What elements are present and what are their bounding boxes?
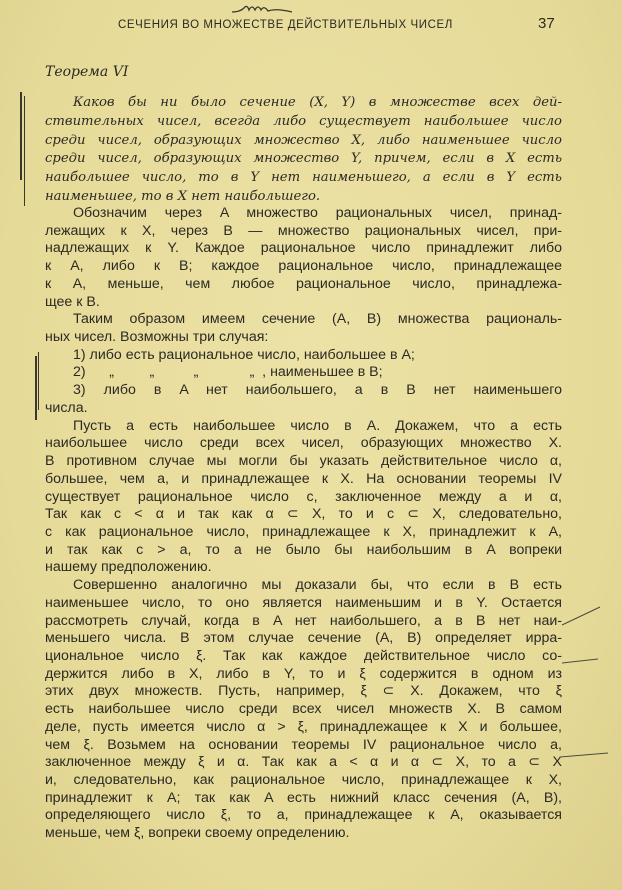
text-line: щее к B. [45,293,100,310]
text-line: чем ξ. Возьмем на основании теоремы IV рациональное число a, [45,736,562,753]
text-line: Обозначим через A множество рациональных чисел, принад- [73,205,562,221]
list-item: 2) „ „ „ „ , наименьшее в B; [73,364,383,381]
text-line: Каков бы ни было сечение (X, Y) в множестве всех дей- [73,95,562,110]
theorem-title: Теорема VI [45,64,129,80]
text-line: В противном случае мы могли бы указать действительное число α, [45,453,562,470]
running-head: СЕЧЕНИЯ ВО МНОЖЕСТВЕ ДЕЙСТВИТЕЛЬНЫХ ЧИСЕЛ [118,19,453,31]
pencil-marks-icon [560,605,610,765]
text-line: рассмотреть случай, когда в A нет наибольшего, а в B нет наи- [45,612,562,629]
text-line: деле, пусть имеется число α > ξ, принадлежащее к X и большее, [45,718,562,735]
text-line: наибольшее число среди всех чисел, образующих множество X. [45,435,562,452]
text-line: ствительных чисел, всегда либо существует наибольшее число [45,113,562,129]
text-line: Совершенно аналогично мы доказали бы, что если в B есть [73,577,562,594]
text-line: среди чисел, образующих множество X, либо наименьшее число [45,132,562,148]
text-line: среди чисел, образующих множество Y, причем, если в X есть [45,151,562,167]
text-line: принадлежит к A; так как A есть нижний класс сечения (A, B), [45,789,562,806]
text-line: есть наибольшее число среди всех чисел множеств X. В самом [45,701,562,718]
text-line: нашему предположению. [45,559,212,576]
text-line: Так как c < α и так как α ⊂ X, то и c ⊂ X, следовательно, [45,506,562,523]
text-line: числа. [45,399,88,416]
text-line: к A, меньше, чем любое рациональное число, принадлежа- [45,275,562,292]
text-line: меньше, чем ξ, вопреки своему определению. [45,825,350,842]
text-line: этих двух множеств. Пусть, например, ξ ⊂ X. Докажем, что ξ [45,683,562,700]
text-line: существует рациональное число c, заключенное между a и α, [45,488,562,505]
margin-mark [38,352,39,410]
text-line: Таким образом имеем сечение (A, B) множества рациональ- [73,311,562,328]
margin-mark [20,92,22,180]
text-line: циональное число ξ. Так как каждое действительное число со- [45,647,562,664]
list-item: 1) либо есть рациональное число, наибольшее в A; [73,346,415,363]
list-item: 3) либо в A нет наибольшего, а в B нет наименьшего [73,382,562,399]
text-line: надлежащих к Y. Каждое рациональное число принадлежит либо [45,240,562,257]
text-line: наименьшее число, то оно является наименьшим и в Y. Остается [45,594,562,611]
text-line: наименьшее, то в X нет наибольшего. [45,188,321,204]
text-line: к A, либо к B; каждое рациональное число, принадлежащее [45,258,562,275]
margin-mark [24,96,25,206]
text-line: и так как c > a, то a не было бы наибольшим в A вопреки [45,541,562,558]
text-line: Пусть a есть наибольшее число в A. Докажем, что a есть [73,417,562,434]
theorem-statement [45,94,562,207]
text-line: лежащих к X, через B — множество рациональных чисел, при- [45,222,562,239]
text-line: c как рациональное число, принадлежащее к X, принадлежит к A, [45,523,562,540]
text-line: заключенное между ξ и α. Так как a < α и α ⊂ X, то a ⊂ X [45,754,562,771]
text-line: определяющего число ξ, то a, принадлежащее к A, оказывается [45,807,562,824]
text-line: держится либо в X, либо в Y, то и ξ содержится в одном из [45,665,562,682]
page-number: 37 [538,15,555,32]
text-line: большее, чем a, и принадлежащее к X. На основании теоремы IV [45,470,562,487]
text-line: меньшего числа. В этом случае сечение (A, B) определяет ирра- [45,630,562,647]
margin-mark [35,356,37,420]
text-line: ных чисел. Возможны три случая: [45,329,269,346]
text-line: и, следовательно, как рациональное число, принадлежащее к X, [45,772,562,788]
body-text [45,205,562,843]
text-line: наибольшее число, то в Y нет наименьшего, а если в Y есть [45,170,562,186]
handwritten-mark-icon [230,2,300,16]
